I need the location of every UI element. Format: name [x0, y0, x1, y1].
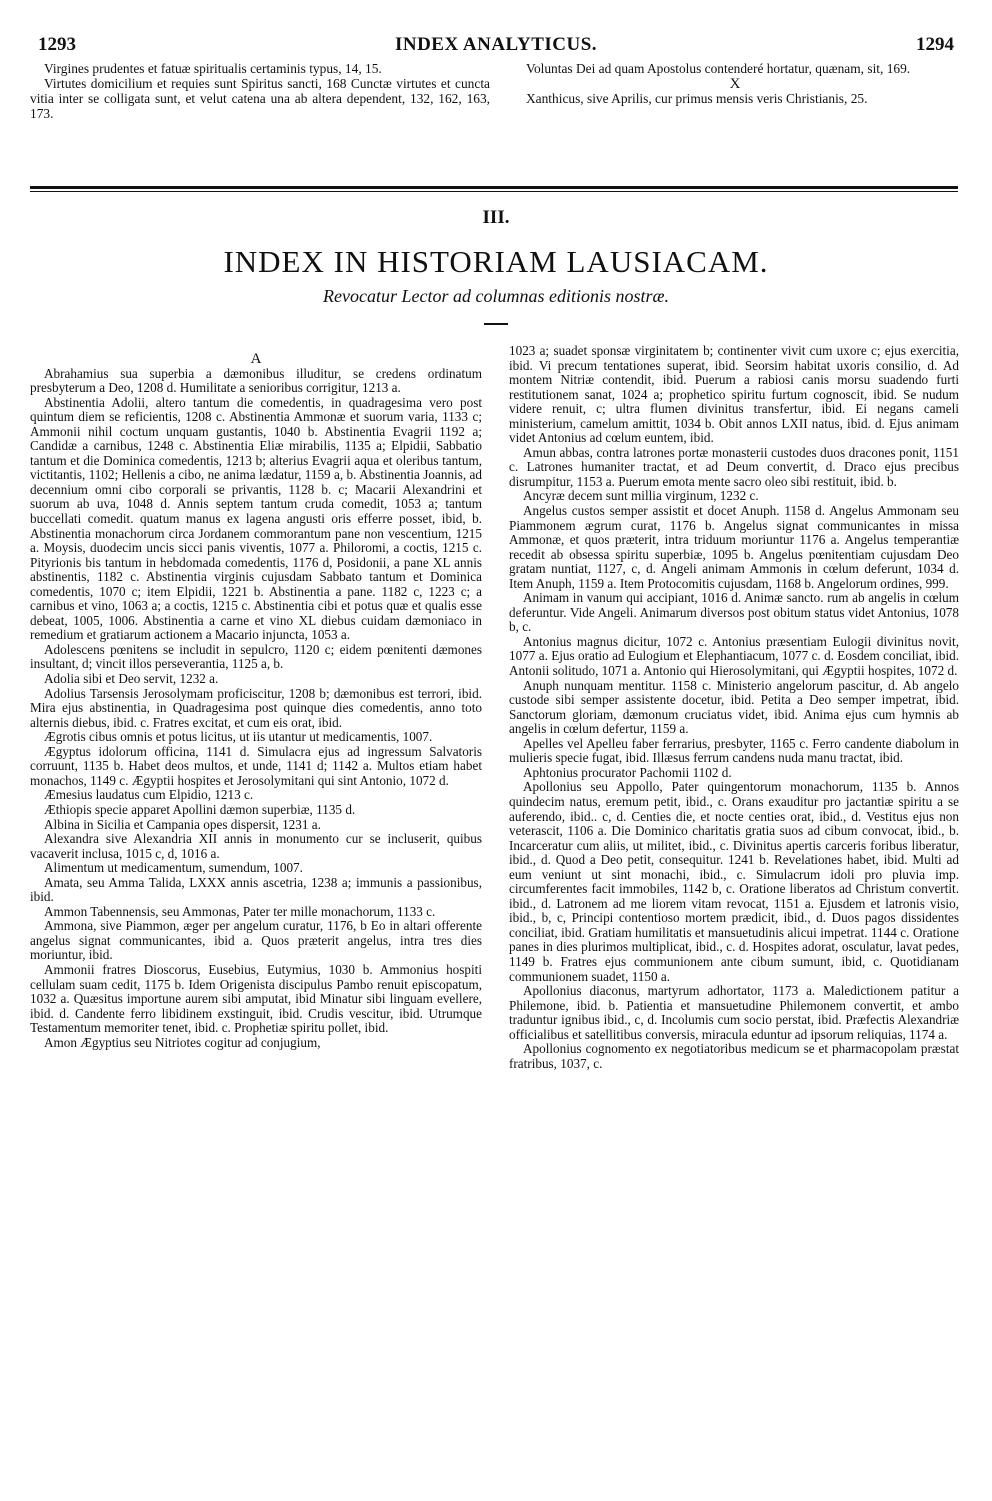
section-title: INDEX IN HISTORIAM LAUSIACAM. [223, 244, 769, 279]
index-entry: Ægrotis cibus omnis et potus licitus, ut iis utantur ut medicamentis, 1007. [44, 729, 433, 745]
section-divider-thin [30, 191, 958, 192]
index-entry: Adolescens pœnitens se includit in sepulcro, 1120 c; eidem pœnitenti dæmones insultant, d; vincit illos perseverantia, 1125 a, b. [30, 641, 482, 672]
top-left-column [30, 62, 490, 122]
section-divider [30, 186, 958, 189]
index-entry: Antonius magnus dicitur, 1072 c. Antonius præsentiam Eulogii divinitus novit, 1077 a. Ejus oratio ad Eulogium et Elephantiacum, 1077 c. d. Eosdem conciliat, ibid. Antonii solitudo, 1071 a. Antonio qui Hierosolymitani, qui Ægyptii hospites, 1072 d. [509, 633, 959, 679]
index-entry: Ægyptus idolorum officina, 1141 d. Simulacra ejus ad ingressum Salvatoris corruunt, 1135 b. Habet deos multos, et unde, 1141 d; 1142 a. Multos etiam habet monachos, 1149 c. Ægyptii hospites et Jerosolymitani qui sint Antonio, 1072 d. [30, 743, 482, 788]
page-number-left: 1293 [38, 34, 76, 55]
section-subtitle: Revocatur Lector ad columnas editionis nostræ. [323, 286, 669, 306]
index-entry: Abrahamius sua superbia a dæmonibus illuditur, se credens ordinatum presbyterum a Deo, 1208 d. Humilitate a senioribus corrigitur, 1213 a. [30, 365, 482, 396]
index-entry: Virtutes domicilium et requies sunt Spiritus sancti, 168 Cunctæ virtutes et cuncta vitia inter se colligata sunt, et velut catena una ab altera dependent, 132, 162, 163, 173. [30, 75, 490, 121]
index-entry: Voluntas Dei ad quam Apostolus contenderé hortatur, quænam, sit, 169. [526, 61, 911, 76]
index-entry: Amun abbas, contra latrones portæ monasterii custodes duos dracones ponit, 1151 c. Latrones humaniter tractat, et ad Deum convertit, d. Draco ejus precibus disrumpitur, 1153 a. Puerum emota mente sacro oleo sibi restituit, ibid. b. [509, 444, 959, 489]
index-entry: Ancyræ decem sunt millia virginum, 1232 c. [523, 488, 759, 504]
index-entry: Xanthicus, sive Aprilis, cur primus mensis veris Christianis, 25. [526, 90, 868, 106]
main-right-column [509, 344, 959, 1071]
index-entry: Animam in vanum qui accipiant, 1016 d. Animæ sancto. rum ab angelis in cœlum deferuntur. Vide Angeli. Animarum diversos post obitum status videt Antonius, 1078 b, c. [509, 590, 959, 635]
section-number: III. [482, 207, 510, 228]
index-entry: Albina in Sicilia et Campania opes dispersit, 1231 a. [44, 816, 321, 832]
index-entry: Alexandra sive Alexandria XII annis in monumento cur se incluserit, quibus vacaverit inclusa, 1015 c, d, 1016 a. [30, 831, 482, 861]
index-entry: Aphtonius procurator Pachomii 1102 d. [523, 764, 732, 780]
index-entry: Ammona, sive Piammon, æger per angelum curatur, 1176, b Eo in altari offerente angelus signat communicantes, ibid a. Quos præterit angelus, intra tres dies moriuntur, ibid. [30, 918, 482, 963]
index-entry: Abstinentia Adolii, altero tantum die comedentis, in quadragesima vero post quintum diem se reficientis, 1208 c. Abstinentia Ammonæ et suorum varia, 1133 c; Ammonii nihil coctum unquam gustantis, 1040 b. Abstinentia Evagrii 1192 a; Candidæ a carnibus, 1248 c. Abstinentia Eliæ mirabilis, 1135 a; Elpidii, Sabbatio tantum et die Dominica comedentis, 1213 b; alterius Evagrii aqua et oleribus tantum, victitantis, 1102; Hellenis a cibo, ne anima lædatur, 1159 a, b. Abstinentia Joannis, ad decennium omni cibo corporali se privantis, 1128 b. c; Macarii Alexandrini et suorum ab uva, 1048 d. Annis septem tantum cruda comedit, 1053 a; tantum buccellati comedit. quatum manus ex lagena angusti oris efferre posset, ibid, b. Abstinentia monachorum circa Jordanem commorantum pane non vescentium, 1215 a. Moysis, duodecim uncis sicci panis viventis, 1077 a. Philoromi, a coctis, 1215 c. Pityrionis bis tantum in hebdomada comedentis, 1176 d, Posidonii, a pane XL annis abstinentis, 1182 c. Abstinentia virginis cujusdam Sabbato tantum et Dominica comedentis, 1070 c; item Elpidii, 1221 b. Abstinentia a pane. 1182 c, 1223 c; a carnibus et vino, 1063 a; a coctis, 1215 c. Abstinentia cibi et potus quæ et qualis esse debeat, 1005, 1006. Abstinentia a carne et vino XL diebus cuidam dæmoniaco in remedium et gratiarum actionem a Macario injuncta, 1053 a. [30, 394, 482, 643]
index-entry: Ammonii fratres Dioscorus, Eusebius, Eutymius, 1030 b. Ammonius hospiti cellulam suam cedit, 1175 b. Idem Origenista discipulus Pambo renuit episcopatum, 1032 a. Quæsitus importune aurem sibi amputat, ibid Minatur sibi linguam evellere, ibid. d. Candente ferro libidinem exstinguit, ibid. Crudis vescitur, ibid. Utrumque Testamentum memoriter tenet, ibid. c. Prophetiæ spiritu pollet, ibid. [30, 961, 482, 1036]
index-entry: 1023 a; suadet sponsæ virginitatem b; continenter vivit cum uxore c; ejus exercitia, ibid. Vi precum tentationes superat, ibid. Seorsim habitat uxoris consilio, d. Ad montem Nitriæ contendit, ibid. Puerum a rabiosi canis morsu suadendo furti restitutionem sanat, 1024 a; prophetico spiritu furtum cognoscit, ibid. Se nudum videre renuit, c; ultra flumen divinitus transfertur, ibid. Ei negans cameli ministerium, camelum amittit, 1034 b. Obit annos LXII natus, ibid. d. Ejus animam videt Antonius ad cœlum euntem, ibid. [509, 343, 959, 446]
index-entry: Anuph nunquam mentitur. 1158 c. Ministerio angelorum pascitur, d. Ab angelo custode sibi semper assistente docetur, ibid. Petita a Deo semper impetrat, ibid. Sanctorum gloriam, dæmonum cruciatus videt, ibid. Anima ejus cum hymnis ab angelis in cœlum defertur, 1159 a. [509, 677, 959, 737]
index-entry: Amata, seu Amma Talida, LXXX annis ascetria, 1238 a; immunis a passionibus, ibid. [30, 874, 482, 905]
index-entry: Adolia sibi et Deo servit, 1232 a. [44, 671, 219, 687]
index-entry: Amon Ægyptius seu Nitriotes cogitur ad conjugium, [44, 1034, 321, 1050]
top-right-column [512, 62, 958, 107]
index-entry: Angelus custos semper assistit et docet Anuph. 1158 d. Angelus Ammonam seu Piammonem ægrum curat, 1176 b. Angelus signat communicantes in missa Ammonæ, et quos præterit, intra triduum moriuntur 1176 a. Angelus temperantiæ recedit ab obsessa spiritu superbiæ, 1095 b. Angelus pœnitentiam cujusdam Deo gratam nuntiat, 1127, c, d. Angeli animam Ammonis in cœlum deferunt, 1034 d. Item Anuph, 1159 a. Item Protocomitis cujusdam, 1168 b. Angelorum ordines, 999. [509, 503, 959, 591]
index-entry: Æmesius laudatus cum Elpidio, 1213 c. [44, 787, 254, 803]
index-entry: Apollonius seu Appollo, Pater quingentorum monachorum, 1135 b. Annos quindecim natus, eremum petit, ibid., c. Orans exauditur pro jactantiæ spiritu a se auferendo, ibid.. c, d. Centies die, et nocte centies orat, ibid., d. Vestitus ejus non veterascit, 1106 a. Die Dominico charitatis gratia suos ad cibum convocat, ibid., b. Incarceratur cum aliis, ut militet, ibid., c. Divinitus apertis carceris foribus liberatur, ibid., d. Quod a Deo petit, consequitur. 1241 b. Revelationes habet, ibid. Multi ad eum veniunt ut sint monachi, ibid., c. Simulacrum idoli pro pluvia imp. circumferentes facit immobiles, 1142 b, c. Oratione liberatos ad Christum convertit. ibid., d. Latronem ad me liorem vitam revocat, 1151 a. Ejusdem et latronis visio, ibid., b, c, Principi contentioso mortem prædicit, ibid., d. Duos pagos dissidentes conciliat, ibid. Gratiam humilitatis et mansuetudinis alicui impetrat. 1144 c. Oratione panes in dies plurimos multiplicat, ibid., c. d. Hospites adorat, osculatur, lavat pedes, 1149 b. Fratres ejus communionem ante cibum sumunt, ibid, c. Quotidianam communionem suadet, 1150 a. [509, 779, 959, 984]
main-left-column [30, 352, 482, 1050]
index-entry: Apelles vel Apelleu faber ferrarius, presbyter, 1165 c. Ferro candente diabolum in mulieris specie fugat, ibid. Illæsus ferrum candens nuda manu tractat, ibid. [509, 735, 959, 766]
running-title: INDEX ANALYTICUS. [394, 34, 598, 55]
letter-heading-a: A [250, 351, 262, 367]
index-entry: Virgines prudentes et fatuæ spiritualis certaminis typus, 14, 15. [44, 61, 382, 76]
index-entry: Æthiopis specie apparet Apollini dæmon superbiæ, 1135 d. [44, 801, 356, 817]
index-entry: Apollonius diaconus, martyrum adhortator, 1173 a. Maledictionem patitur a Philemone, ibid. b. Patientia et mansuetudine Philemonem convertit, et ambo traduntur ignibus ibid., c, d. Incolumis cum socio perstat, ibid. Præfectis Alexandriæ officialibus et satellitibus conversis, miracula eduntur ad ipsorum reliquias, 1174 a. [509, 983, 959, 1042]
index-entry: Apollonius cognomento ex negotiatoribus medicum se et pharmacopolam præstat fratribus, 1037, c. [509, 1041, 959, 1071]
running-head [34, 34, 958, 56]
letter-heading-x: X [729, 75, 741, 92]
page-number-right: 1294 [916, 34, 954, 55]
short-divider [484, 323, 508, 325]
index-entry: Adolius Tarsensis Jerosolymam proficiscitur, 1208 b; dæmonibus est terrori, ibid. Mira ejus abstinentia, in Quadragesima post quinque dies comedentis, anno toto alternis diebus, ibid. c. Fratres excitat, et cum eis orat, ibid. [30, 685, 482, 730]
index-entry: Ammon Tabennensis, seu Ammonas, Pater ter mille monachorum, 1133 c. [44, 903, 436, 919]
index-entry: Alimentum ut medicamentum, sumendum, 1007. [44, 860, 303, 876]
